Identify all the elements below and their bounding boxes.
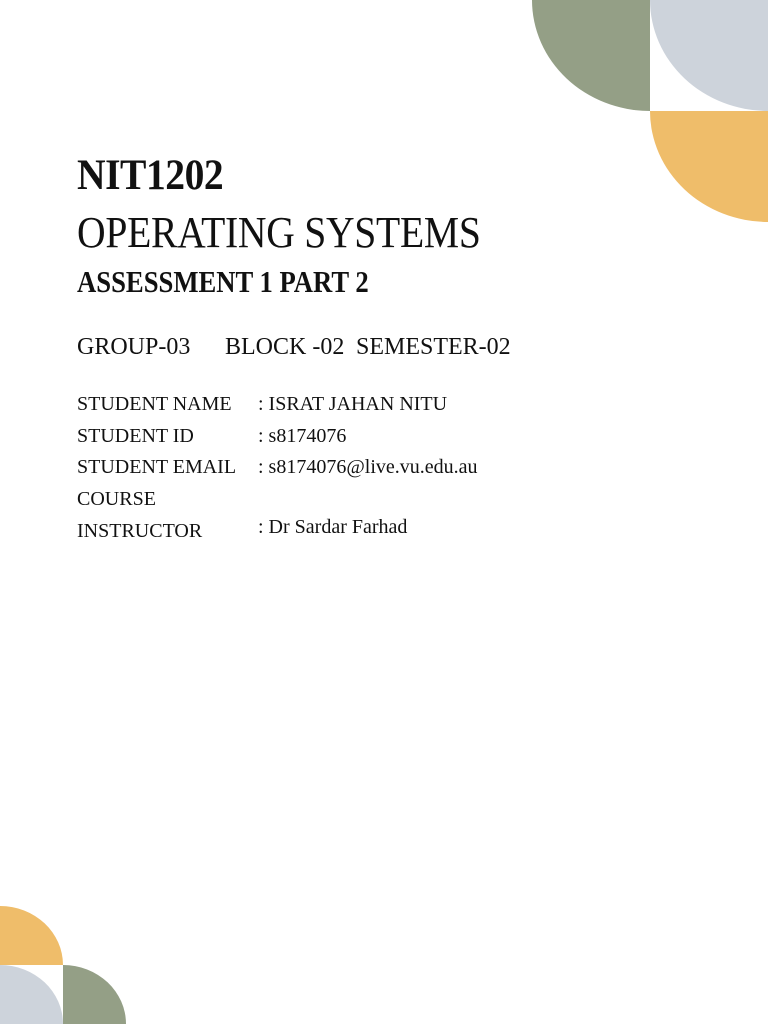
group-label: GROUP-03 [77, 334, 191, 360]
bottom-left-decoration [0, 906, 126, 1024]
semester-label: SEMESTER-02 [356, 334, 511, 360]
student-name-value: : ISRAT JAHAN NITU [258, 393, 448, 415]
instructor-value: : Dr Sardar Farhad [258, 516, 408, 538]
sage-quarter-circle [532, 0, 650, 111]
mustard-quarter-circle [650, 111, 768, 222]
student-id-value: : s8174076 [258, 425, 347, 447]
sage-quarter-circle-bottom [63, 965, 126, 1024]
assessment-title: ASSESSMENT 1 PART 2 [77, 264, 369, 299]
grey-quarter-circle [650, 0, 768, 111]
student-email-value: : s8174076@live.vu.edu.au [258, 456, 478, 478]
course-label: COURSE [77, 488, 156, 510]
student-name-label: STUDENT NAME [77, 393, 232, 415]
course-name: OPERATING SYSTEMS [77, 208, 481, 257]
mustard-quarter-circle-bottom [0, 906, 63, 965]
top-right-decoration [532, 0, 768, 222]
student-id-label: STUDENT ID [77, 425, 194, 447]
course-code: NIT1202 [77, 152, 224, 199]
student-email-label: STUDENT EMAIL [77, 456, 237, 478]
instructor-label: INSTRUCTOR [77, 520, 203, 542]
grey-quarter-circle-bottom [0, 965, 63, 1024]
block-label: BLOCK -02 [225, 334, 345, 360]
